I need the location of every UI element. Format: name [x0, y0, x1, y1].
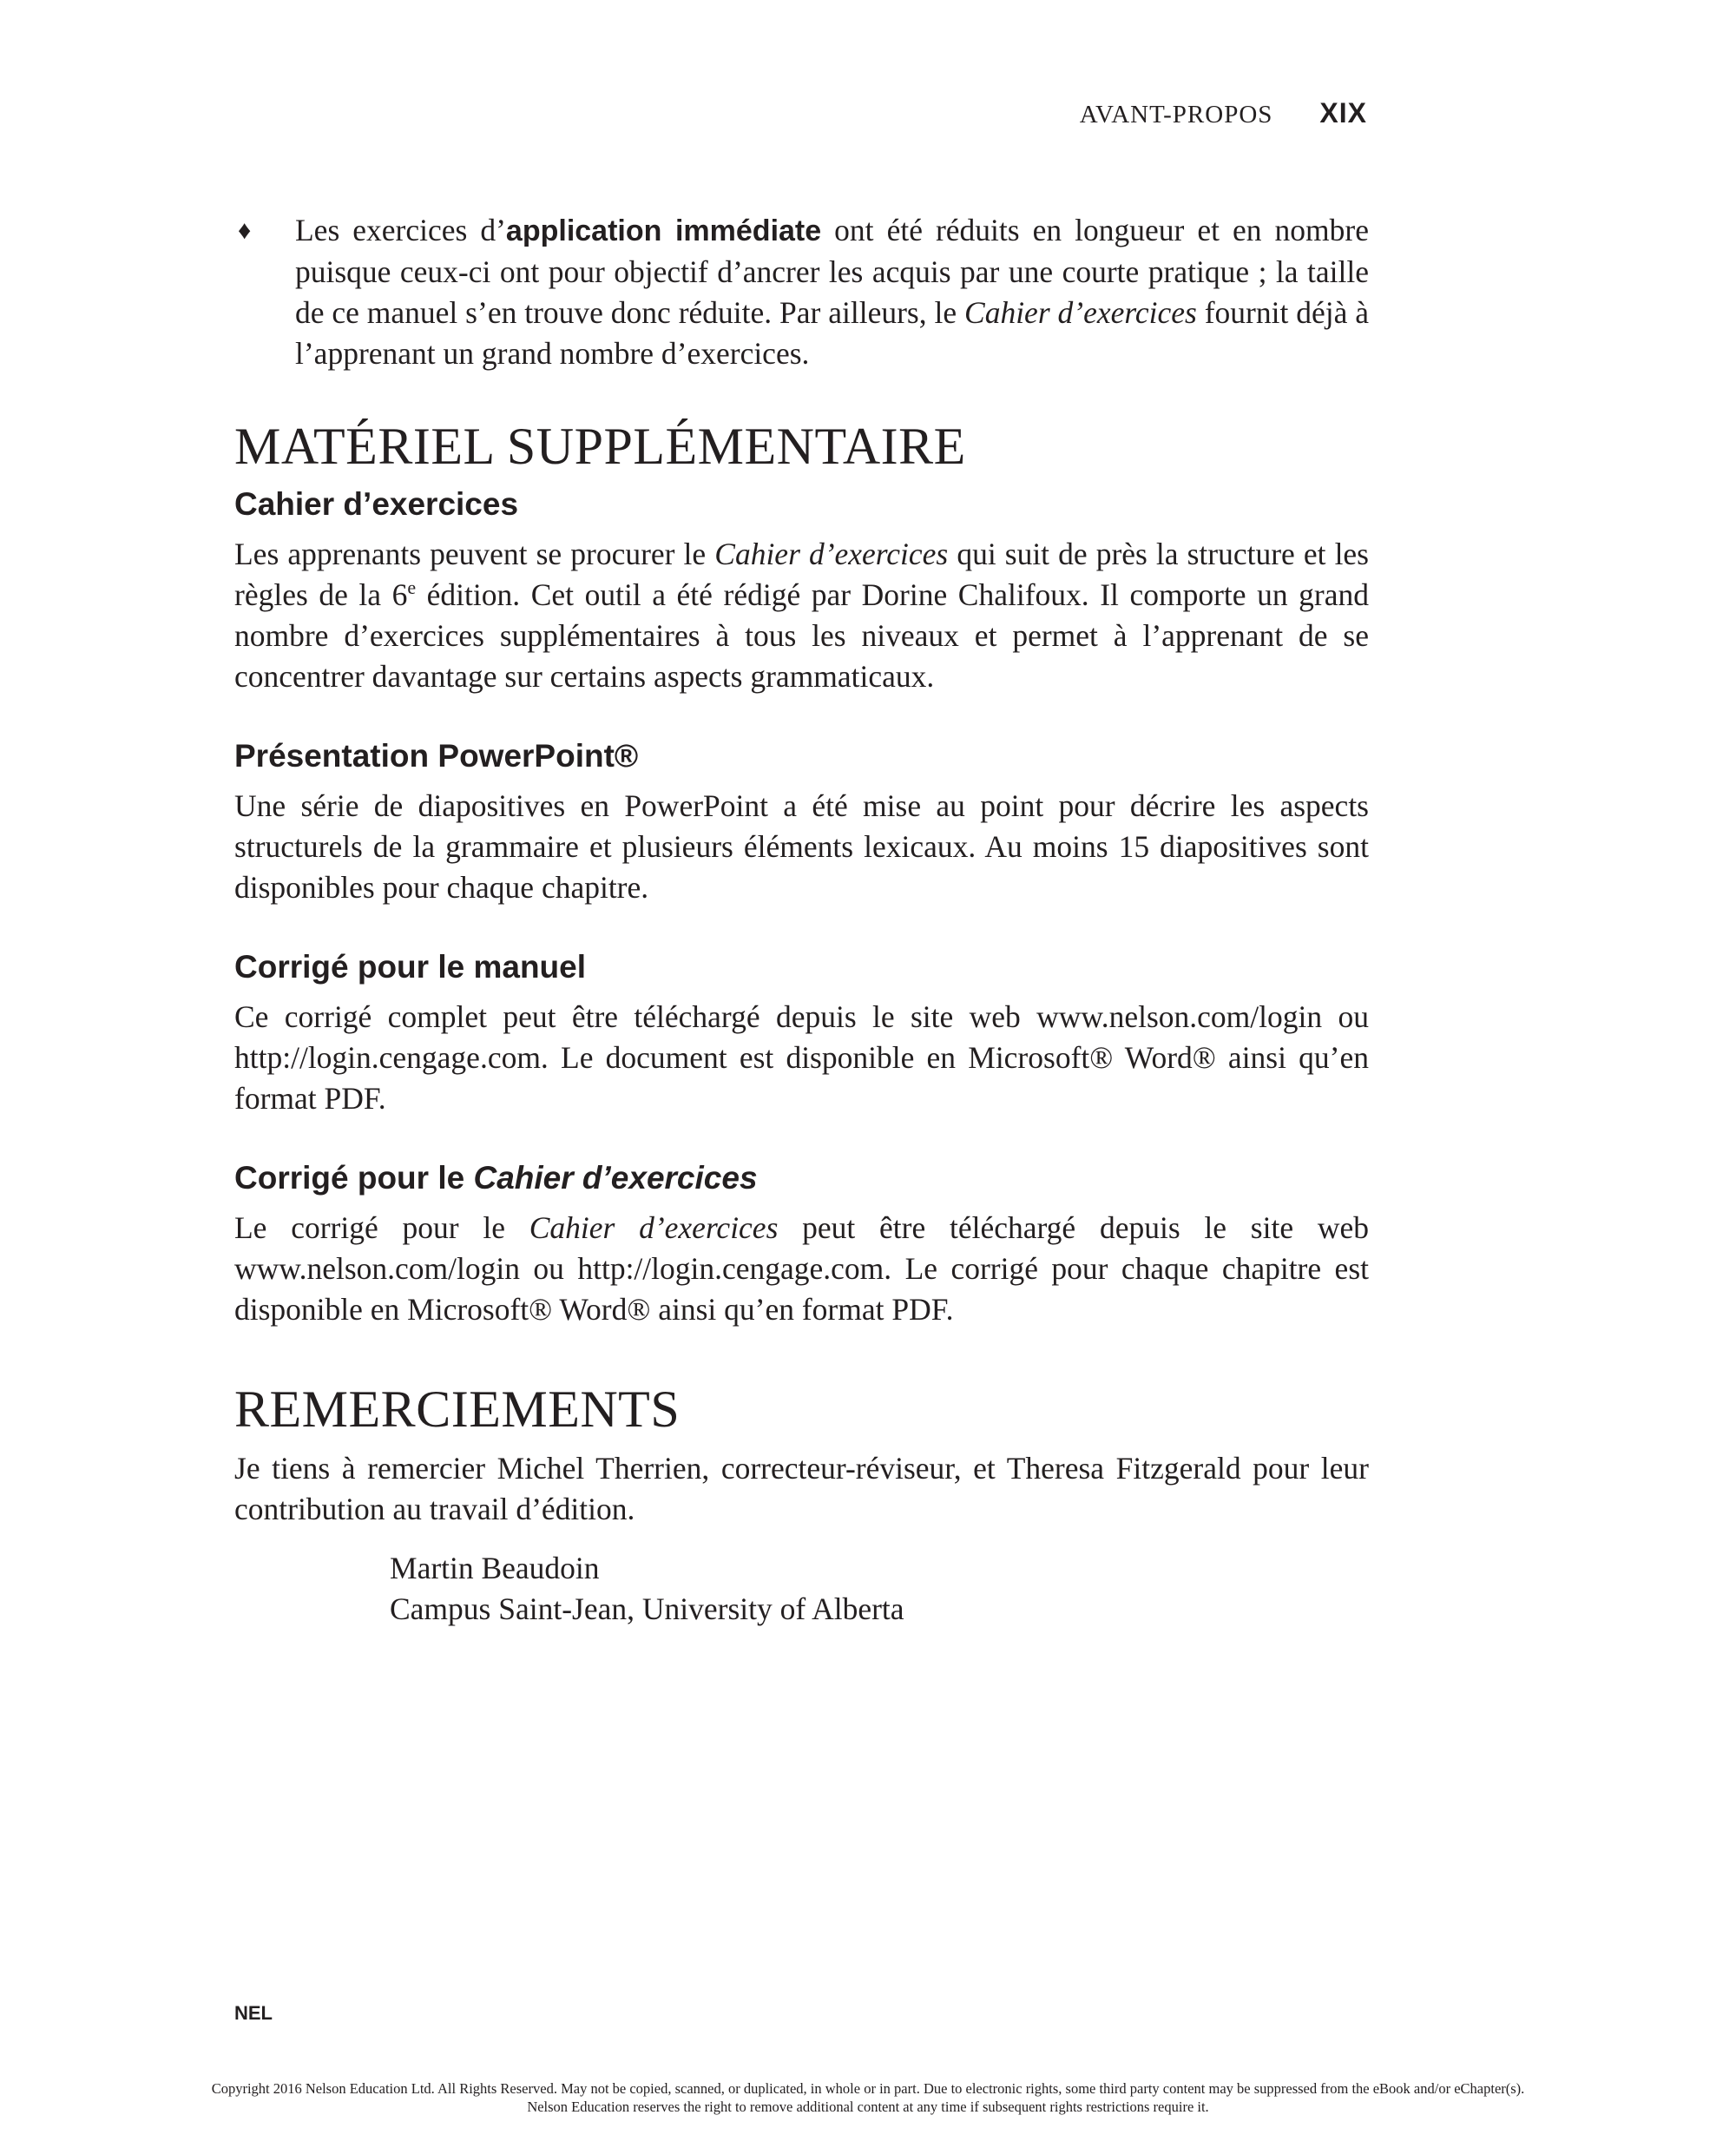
- page-content: [234, 210, 1369, 1630]
- copyright-notice: [0, 2079, 1736, 2116]
- paragraph-cahier: Les apprenants peuvent se procurer le Cahier d’exercices qui suit de près la structure et les règles de la 6e édition. Cet outil a été rédigé par Dorine Chalifoux. Il comporte un grand nombre d’exercices supplémentaires à tous les niveaux et permet à l’apprenant de se concentrer davantage sur certains aspects grammaticaux.: [234, 537, 1370, 694]
- signature-block: [234, 1548, 1369, 1630]
- copyright-line-1: Copyright 2016 Nelson Education Ltd. All Rights Reserved. May not be copied, scanned, or duplicated, in whole or in part. Due to electronic rights, some third party content may be suppressed from the eBook and/or eChapter(s).: [211, 2080, 1525, 2097]
- signature-name: Martin Beaudoin: [390, 1551, 600, 1585]
- subsection-heading-cahier: Cahier d’exercices: [234, 486, 519, 522]
- italic-title: Cahier d’exercices: [529, 1210, 779, 1245]
- paragraph-corrige-manuel: Ce corrigé complet peut être téléchargé depuis le site web www.nelson.com/login ou http://login.cengage.com. Le document est disponible en Microsoft® Word® ainsi qu’en format PDF.: [234, 999, 1369, 1116]
- diamond-bullet-icon: ♦: [238, 216, 252, 245]
- bullet-item: [234, 210, 1369, 374]
- bullet-paragraph: Les exercices d’application immédiate ont été réduits en longueur et en nombre puisque ceux-ci ont pour objectif d’ancrer les acquis par une courte pratique ; la taille de ce manuel s’en trouve donc réduite. Par ailleurs, le Cahier d’exercices fournit déjà à l’apprenant un grand nombre d’exercices.: [295, 213, 1369, 371]
- publisher-mark: NEL: [234, 2002, 273, 2024]
- bold-term: application immédiate: [505, 214, 822, 247]
- italic-title: Cahier d’exercices: [964, 295, 1197, 330]
- paragraph-remerciements: Je tiens à remercier Michel Therrien, correcteur-réviseur, et Theresa Fitzgerald pour leur contribution au travail d’édition.: [234, 1451, 1369, 1526]
- copyright-line-2: Nelson Education reserves the right to remove additional content at any time if subsequent rights restrictions require it.: [527, 2099, 1209, 2115]
- subsection-heading-corrige-manuel: Corrigé pour le manuel: [234, 949, 587, 985]
- subsection-heading-corrige-cahier: Corrigé pour le Cahier d’exercices: [234, 1160, 758, 1196]
- superscript: e: [407, 577, 417, 599]
- section-title-remerciements: REMERCIEMENTS: [234, 1380, 681, 1438]
- running-head: [1080, 97, 1367, 129]
- italic-title: Cahier d’exercices: [473, 1160, 758, 1196]
- page-number: XIX: [1319, 97, 1367, 128]
- italic-title: Cahier d’exercices: [714, 537, 949, 571]
- running-head-section: AVANT-PROPOS: [1079, 101, 1273, 128]
- paragraph-powerpoint: Une série de diapositives en PowerPoint a été mise au point pour décrire les aspects structurels de la grammaire et plusieurs éléments lexicaux. Au moins 15 diapositives sont disponibles pour chaque chapitre.: [234, 788, 1369, 905]
- subsection-heading-powerpoint: Présentation PowerPoint®: [234, 738, 639, 774]
- paragraph-corrige-cahier: Le corrigé pour le Cahier d’exercices peut être téléchargé depuis le site web www.nelson.com/login ou http://login.cengage.com. Le corrigé pour chaque chapitre est disponible en Microsoft® Word® ainsi qu’en format PDF.: [234, 1210, 1369, 1327]
- signature-affiliation: Campus Saint-Jean, University of Alberta: [390, 1591, 904, 1626]
- section-title-materiel: MATÉRIEL SUPPLÉMENTAIRE: [234, 418, 966, 475]
